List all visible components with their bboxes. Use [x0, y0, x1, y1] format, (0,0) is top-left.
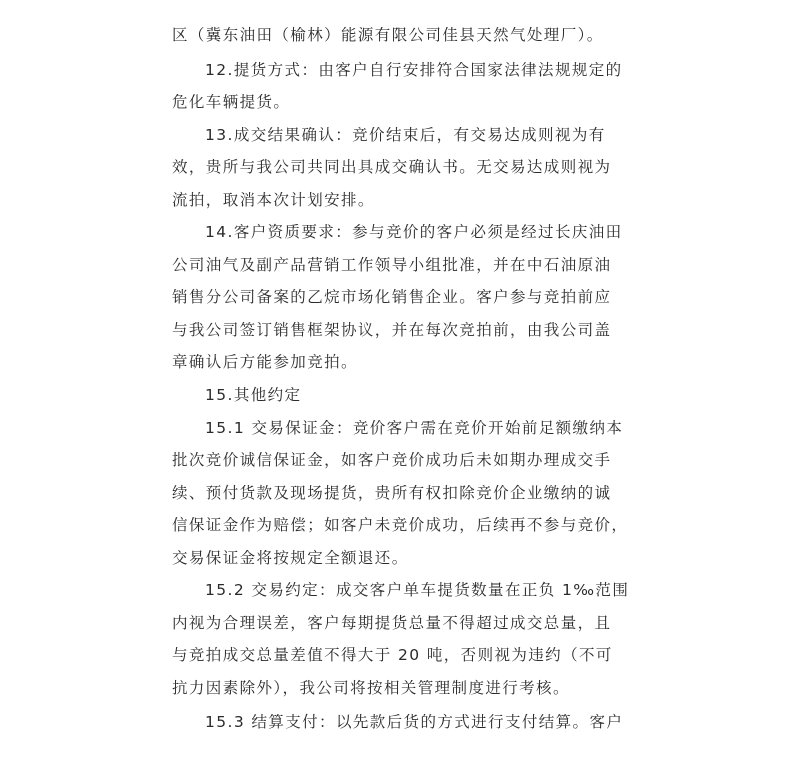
text-line: 12.提货方式：由客户自行安排符合国家法律法规规定的 — [205, 61, 623, 79]
text-line: 交易保证金将按规定全额退还。 — [172, 549, 409, 567]
text-line: 流拍，取消本次计划安排。 — [172, 191, 375, 209]
text-line: 危化车辆提货。 — [172, 93, 291, 111]
text-line: 13.成交结果确认：竞价结束后，有交易达成则视为有 — [205, 126, 606, 144]
text-line: 与竞拍成交总量差值不得大于 20 吨，否则视为违约（不可 — [172, 646, 613, 664]
text-line: 与我公司签订销售框架协议，并在每次竞拍前，由我公司盖 — [172, 321, 612, 339]
text-line: 效，贵所与我公司共同出具成交确认书。无交易达成则视为 — [172, 158, 612, 176]
text-line: 15.3 结算支付：以先款后货的方式进行支付结算。客户 — [205, 713, 624, 731]
text-line: 抗力因素除外），我公司将按相关管理制度进行考核。 — [172, 679, 570, 697]
text-line: 内视为合理误差，客户每期提货总量不得超过成交总量，且 — [172, 614, 612, 632]
text-line: 信保证金作为赔偿；如客户未竞价成功，后续再不参与竞价， — [172, 516, 629, 534]
text-line: 15.1 交易保证金：竞价客户需在竞价开始前足额缴纳本 — [205, 419, 624, 437]
text-line: 15.其他约定 — [205, 386, 302, 404]
text-line: 14.客户资质要求：参与竞价的客户必须是经过长庆油田 — [205, 223, 623, 241]
text-line: 区（冀东油田（榆林）能源有限公司佳县天然气处理厂）。 — [172, 26, 604, 44]
text-line: 15.2 交易约定：成交客户单车提货数量在正负 1‰范围 — [205, 581, 630, 599]
text-line: 公司油气及副产品营销工作领导小组批准，并在中石油原油 — [172, 256, 612, 274]
text-line: 续、预付货款及现场提货，贵所有权扣除竞价企业缴纳的诚 — [172, 484, 612, 502]
text-line: 章确认后方能参加竞拍。 — [172, 353, 358, 371]
text-line: 批次竞价诚信保证金，如客户竞价成功后未如期办理成交手 — [172, 451, 612, 469]
text-line: 销售分公司备案的乙烷市场化销售企业。客户参与竞拍前应 — [172, 288, 612, 306]
